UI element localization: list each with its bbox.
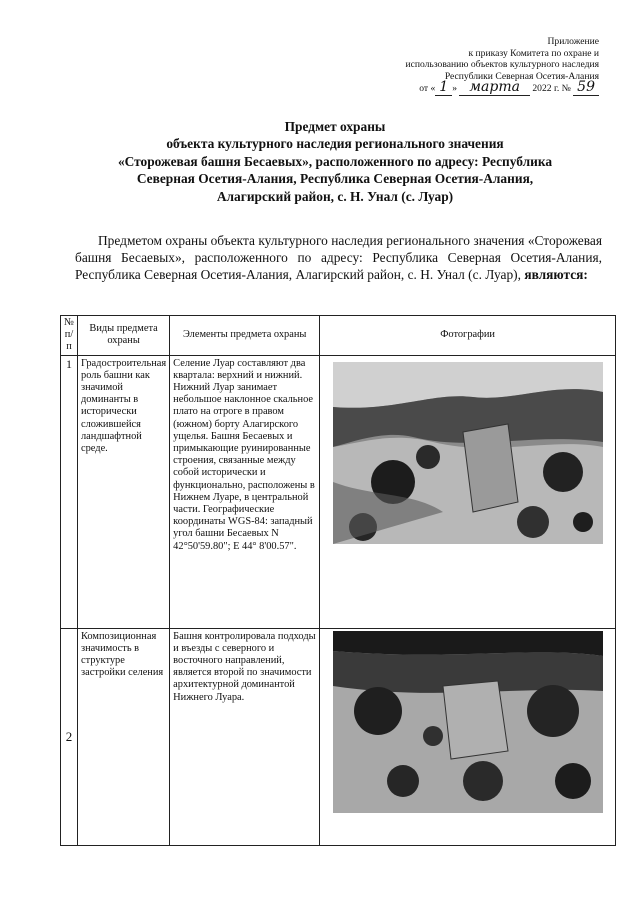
table-row — [61, 628, 616, 845]
date-mid: » — [452, 83, 458, 94]
handwritten-day: 1 — [435, 79, 452, 96]
row-elements: Башня контролировала подходы и въезды с северного и восточного направлений, является второй по значимости архитектурной доминантой Нижнего Луара. — [170, 628, 320, 845]
title-line: Алагирский район, с. Н. Унал (с. Луар) — [216, 188, 454, 204]
header-kind: Виды предмета охраны — [78, 316, 170, 356]
header-photos: Фотографии — [320, 316, 616, 356]
intro-bold: являются: — [524, 266, 588, 282]
row-kind: Градостроительная роль башни как значимой доминанты в исторически сложившейся ландшафтной среде. — [78, 355, 170, 628]
order-date-line — [405, 79, 599, 95]
row-number: 1 — [61, 355, 78, 628]
row-photo-cell — [320, 628, 616, 845]
appendix-line: к приказу Комитета по охране и — [468, 47, 599, 59]
date-year-label: 2022 г. № — [532, 83, 571, 94]
appendix-line: Республики Северная Осетия-Алания — [444, 70, 599, 82]
appendix-line: использованию объектов культурного наследия — [405, 59, 599, 70]
date-prefix: от « — [419, 83, 436, 94]
title-line: Северная Осетия-Алания, Республика Северная Осетия-Алания, — [136, 171, 534, 187]
handwritten-order-number: 59 — [573, 79, 599, 96]
row-kind: Композиционная значимость в структуре застройки селения — [78, 628, 170, 845]
intro-paragraph — [75, 233, 602, 283]
header-num: № п/п — [61, 316, 78, 356]
row-number: 2 — [61, 628, 78, 845]
tower-photo-landscape — [333, 362, 603, 544]
handwritten-month: марта — [459, 79, 530, 96]
row-photo-cell — [320, 355, 616, 628]
title-line: Предмет охраны — [284, 119, 386, 134]
table-header-row — [61, 316, 616, 356]
tower-photo-closeup — [333, 631, 603, 813]
header-elements: Элементы предмета охраны — [170, 316, 320, 356]
document-title — [40, 118, 630, 205]
protection-table — [60, 315, 616, 846]
intro-text: Предметом охраны объекта культурного наследия регионального значения «Сторожевая башня Бесаевых», расположенного по адресу: Республика Северная Осетия-Алания, Республика Северная Осетия-Алания, Алагирский район, с. Н. Унал (с. Луар), — [75, 233, 602, 282]
title-line: «Сторожевая башня Бесаевых», расположенного по адресу: Республика — [117, 153, 553, 169]
table-row — [61, 355, 616, 628]
title-line: объекта культурного наследия регионального значения — [166, 136, 504, 152]
appendix-line: Приложение — [547, 36, 599, 47]
row-elements: Селение Луар составляют два квартала: верхний и нижний. Нижний Луар занимает небольшое наклонное скальное плато на отроге в правом (южном) борту Алагирского ущелья. Башня Бесаевых и примыкающие руинированные строения, связанные между собой исторически и функционально, расположены в Нижнем Луаре, в центральной части. Географические координаты WGS-84: западный угол башни Бесаевых N 42°50'59.80"; E 44° 8'00.57". — [170, 355, 320, 628]
appendix-block — [405, 36, 599, 95]
